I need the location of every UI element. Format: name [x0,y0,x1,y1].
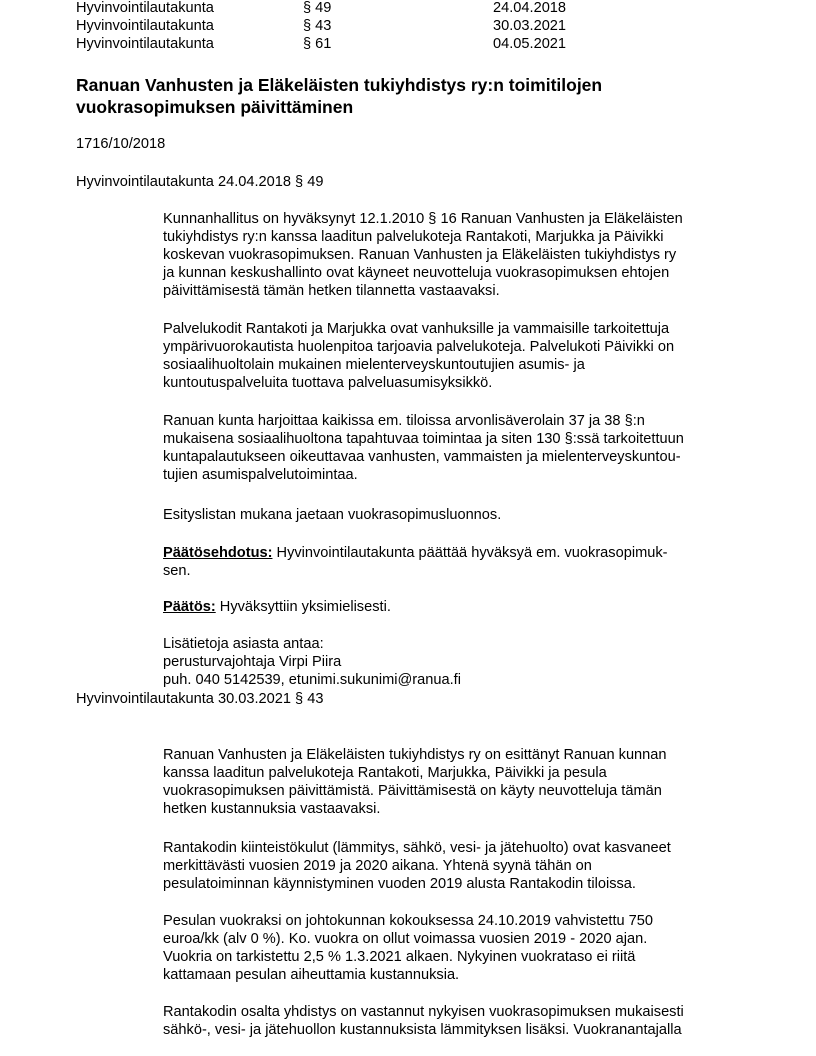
text-line: kuntapalautukseen oikeuttavaa vanhusten, vammaisten ja mielenterveyskuntou- [163,449,681,465]
meeting-body: Hyvinvointilautakunta [76,0,214,16]
text-line: Ranuan Vanhusten ja Eläkeläisten tukiyhdistys ry on esittänyt Ranuan kunnan [163,747,667,763]
text-line: tujien asumispalvelutoimintaa. [163,467,358,483]
paragraph [163,412,763,484]
meeting-date: 30.03.2021 [493,18,567,34]
text-line: Kunnanhallitus on hyväksynyt 12.1.2010 § 16 Ranuan Vanhusten ja Eläkeläisten [163,211,683,227]
record-number: 1716/10/2018 [76,136,166,152]
meeting-reference-row [76,35,716,53]
text-line: vuokrasopimuksen päivittämistä. Päivittämisestä on käyty neuvotteluja tämän [163,783,662,799]
text-line: mukaisena sosiaalihuoltona tapahtuvaa toimintaa ja siten 130 §:ssä tarkoitettuun [163,431,684,447]
meeting-body: Hyvinvointilautakunta [76,36,214,52]
text-line: kuntoutuspalveluita tuottava palveluasumisyksikkö. [163,375,493,391]
title-line: Ranuan Vanhusten ja Eläkeläisten tukiyhdistys ry:n toimitilojen [76,75,603,95]
paragraph [163,912,763,984]
meeting-reference-row [76,0,716,17]
text-line: kanssa laaditun palvelukoteja Rantakoti, Marjukka, Päivikki ja pesula [163,765,607,781]
text-line: Ranuan kunta harjoittaa kaikissa em. tiloissa arvonlisäverolain 37 ja 38 §:n [163,413,645,429]
text-line: Pesulan vuokraksi on johtokunnan kokouksessa 24.10.2019 vahvistettu 750 [163,913,654,929]
text-line [163,598,763,616]
text-line: Palvelukodit Rantakoti ja Marjukka ovat vanhuksille ja vammaisille tarkoitettuja [163,321,670,337]
text-line: kattamaan pesulan aiheuttamia kustannuksia. [163,967,460,983]
text-line: ympärivuorokautista huolenpitoa tarjoavia palvelukoteja. Palvelukoti Päivikki on [163,339,675,355]
title-line: vuokrasopimuksen päivittäminen [76,97,354,117]
decision-label: Päätös: [163,599,216,615]
proposal-text: sen. [163,563,191,579]
contact-intro: Lisätietoja asiasta antaa: [163,636,324,652]
paragraph: Esityslistan mukana jaetaan vuokrasopimusluonnos. [163,507,502,523]
paragraph [163,210,763,300]
text-line: ja kunnan keskushallinto ovat käyneet neuvotteluja vuokrasopimuksen ehtojen [163,265,670,281]
text-line [163,544,763,562]
text-line: sähkö-, vesi- ja jätehuollon kustannuksista lämmityksen lisäksi. Vuokranantajalla [163,1022,682,1038]
proposal-text: Hyvinvointilautakunta päättää hyväksyä em. vuokrasopimuk- [272,545,668,561]
text-line: Rantakodin osalta yhdistys on vastannut nykyisen vuokrasopimuksen mukaisesti [163,1004,684,1020]
text-line: päivittämisestä tämän hetken tilannetta vastaavaksi. [163,283,500,299]
decision-text: Hyväksyttiin yksimielisesti. [215,599,391,615]
meeting-section: § 49 [303,0,332,16]
paragraph [163,320,763,392]
section-heading-2021: Hyvinvointilautakunta 30.03.2021 § 43 [76,691,324,707]
contact-name: perusturvajohtaja Virpi Piira [163,654,342,670]
proposal-label: Päätösehdotus: [163,545,273,561]
text-line: euroa/kk (alv 0 %). Ko. vuokra on ollut voimassa vuosien 2019 - 2020 ajan. [163,931,648,947]
meeting-body: Hyvinvointilautakunta [76,18,214,34]
paragraph [163,1003,763,1039]
text-line: pesulatoiminnan käynnistyminen vuoden 2019 alusta Rantakodin tiloissa. [163,876,636,892]
decision [163,598,763,616]
paragraph [163,746,763,818]
document-title [76,74,726,118]
text-line: Vuokria on tarkistettu 2,5 % 1.3.2021 alkaen. Nykyinen vuokrataso ei riitä [163,949,636,965]
meeting-reference-row [76,17,716,35]
meeting-date: 24.04.2018 [493,0,567,16]
text-line: Rantakodin kiinteistökulut (lämmitys, sähkö, vesi- ja jätehuolto) ovat kasvaneet [163,840,671,856]
text-line: sosiaalihuoltolain mukainen mielenterveyskuntoutujien asumis- ja [163,357,585,373]
meeting-section: § 61 [303,36,332,52]
contact-info [163,635,763,689]
text-line: koskevan vuokrasopimuksen. Ranuan Vanhusten ja Eläkeläisten tukiyhdistys ry [163,247,677,263]
text-line: merkittävästi vuosien 2019 ja 2020 aikana. Yhtenä syynä tähän on [163,858,592,874]
meeting-section: § 43 [303,18,332,34]
decision-proposal [163,544,763,580]
text-line: tukiyhdistys ry:n kanssa laaditun palvelukoteja Rantakoti, Marjukka ja Päivikki [163,229,664,245]
contact-details: puh. 040 5142539, etunimi.sukunimi@ranua.fi [163,672,461,688]
paragraph [163,839,763,893]
text-line: hetken kustannuksia vastaavaksi. [163,801,381,817]
section-heading-2018: Hyvinvointilautakunta 24.04.2018 § 49 [76,174,324,190]
meeting-date: 04.05.2021 [493,36,567,52]
